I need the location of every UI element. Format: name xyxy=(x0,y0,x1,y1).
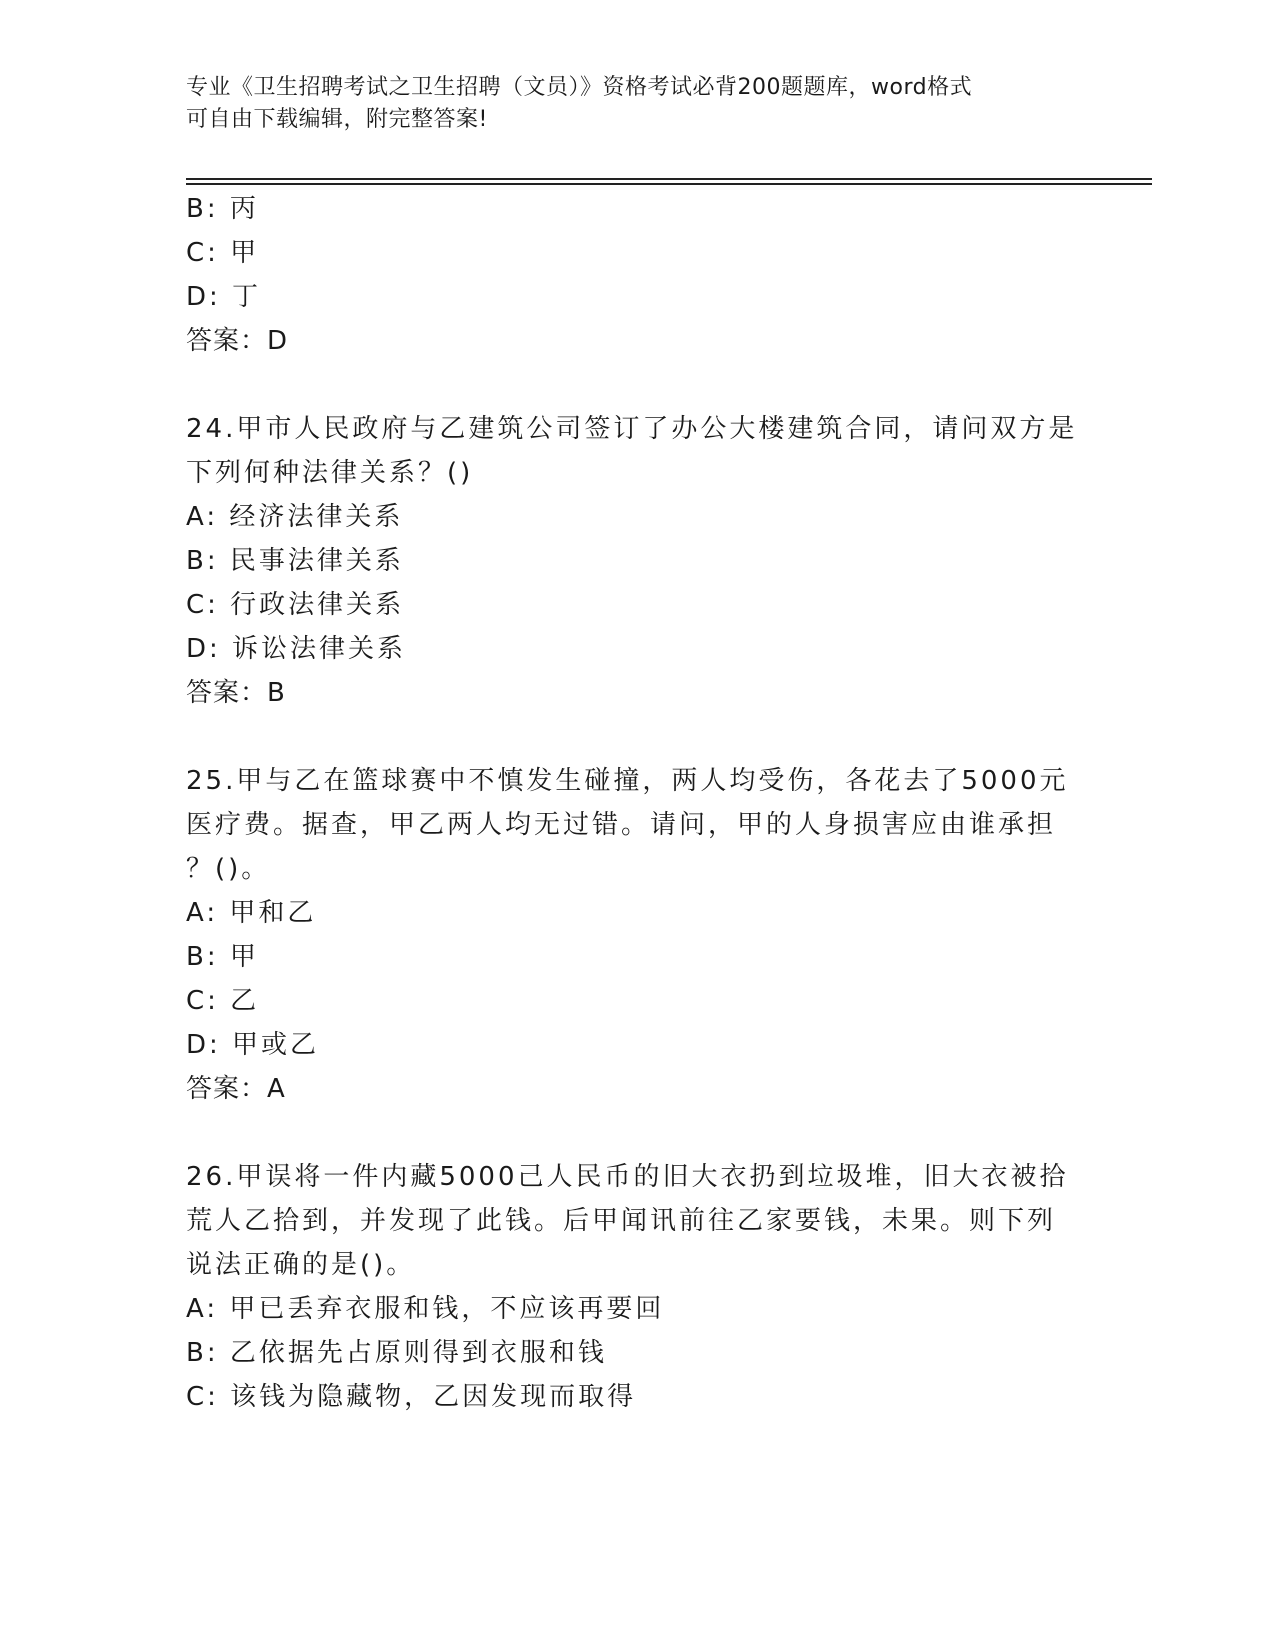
header-rule-top xyxy=(186,178,1152,180)
header-line-2: 可自由下载编辑，附完整答案! xyxy=(186,107,488,132)
q24-answer: 答案：B xyxy=(186,678,286,708)
header-line-1: 专业《卫生招聘考试之卫生招聘（文员）》资格考试必背200题题库，word格式 xyxy=(186,75,973,100)
q25-stem-line-1: 25.甲与乙在篮球赛中不慎发生碰撞，两人均受伤，各花去了5000元 xyxy=(186,766,1069,796)
q25-stem-line-3: ？()。 xyxy=(186,854,271,884)
q25-option-b: B: 甲 xyxy=(186,942,259,972)
q26-option-b: B: 乙依据先占原则得到衣服和钱 xyxy=(186,1338,607,1368)
header-rule-bottom xyxy=(186,183,1152,185)
q24-stem-line-1: 24.甲市人民政府与乙建筑公司签订了办公大楼建筑合同，请问双方是 xyxy=(186,414,1078,444)
q26-stem-line-2: 荒人乙拾到，并发现了此钱。后甲闻讯前往乙家要钱，未果。则下列 xyxy=(186,1206,1057,1236)
q26-stem-line-3: 说法正确的是()。 xyxy=(186,1250,416,1280)
q25-option-c: C: 乙 xyxy=(186,986,260,1016)
q26-option-c: C: 该钱为隐藏物，乙因发现而取得 xyxy=(186,1382,637,1412)
q25-option-d: D: 甲或乙 xyxy=(186,1030,320,1060)
q25-answer: 答案：A xyxy=(186,1074,286,1104)
q23-option-b: B: 丙 xyxy=(186,194,259,224)
q26-stem-line-1: 26.甲误将一件内藏5000己人民币的旧大衣扔到垃圾堆，旧大衣被拾 xyxy=(186,1162,1069,1192)
q24-option-d: D: 诉讼法律关系 xyxy=(186,634,407,664)
q24-stem-line-2: 下列何种法律关系？() xyxy=(186,458,474,488)
q25-stem-line-2: 医疗费。据查，甲乙两人均无过错。请问，甲的人身损害应由谁承担 xyxy=(186,810,1057,840)
q24-option-c: C: 行政法律关系 xyxy=(186,590,405,620)
q24-option-b: B: 民事法律关系 xyxy=(186,546,404,576)
q23-option-c: C: 甲 xyxy=(186,238,260,268)
q25-option-a: A: 甲和乙 xyxy=(186,898,317,928)
q23-option-d: D: 丁 xyxy=(186,282,262,312)
q26-option-a: A: 甲已丢弃衣服和钱，不应该再要回 xyxy=(186,1294,665,1324)
q24-option-a: A: 经济法律关系 xyxy=(186,502,404,532)
q23-answer: 答案：D xyxy=(186,326,289,356)
document-header xyxy=(186,72,1066,136)
